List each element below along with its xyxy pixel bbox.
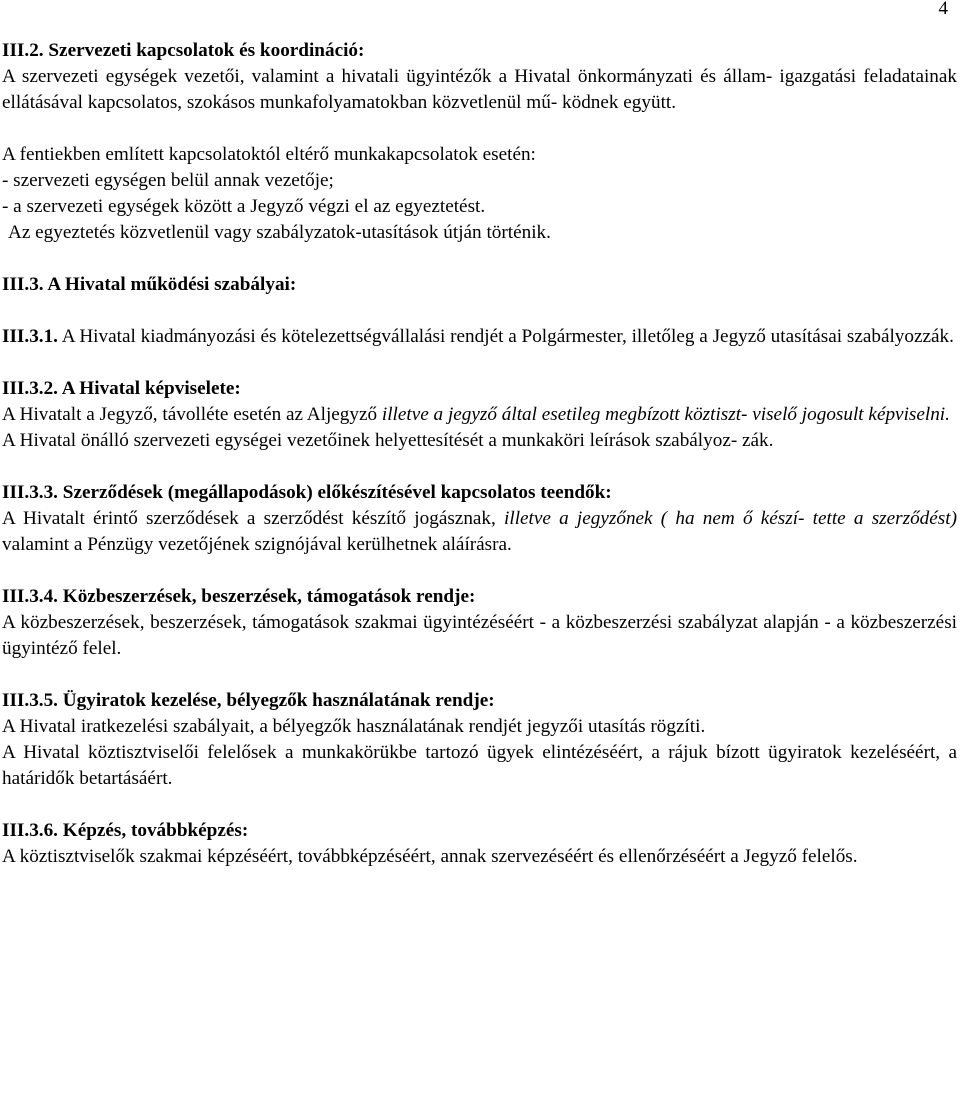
section-iii-3-1-number: III.3.1. bbox=[2, 326, 58, 347]
section-iii-3-3-text-c: valamint a Pénzügy vezetőjének szignójával kerülhetnek aláírásra. bbox=[2, 534, 512, 555]
page-number: 4 bbox=[938, 0, 948, 19]
section-iii-3-6-paragraph: A köztisztviselők szakmai képzéséért, továbbképzéséért, annak szervezéséért és ellenőrzéséért a Jegyző felelős. bbox=[2, 846, 858, 867]
section-iii-3-2-paragraph-1 bbox=[2, 402, 957, 428]
section-iii-2-list-item-2: - a szervezeti egységek között a Jegyző végzi el az egyeztetést. bbox=[2, 196, 486, 217]
section-iii-3-5-paragraph-2: A Hivatal köztisztviselői felelősek a munkakörükbe tartozó ügyek elintézéséért, a rájuk bízott ügyiratok kezeléséért, a határidők betartásáért. bbox=[2, 742, 957, 789]
section-iii-3-1-paragraph bbox=[2, 324, 957, 350]
section-iii-2-paragraph: A szervezeti egységek vezetői, valamint a hivatali ügyintézők a Hivatal önkormányzati és állam- igazgatási feladatainak ellátásával kapcsolatos, szokásos munkafolyamatokban közvetlenül mű- ködnek együtt. bbox=[2, 66, 957, 113]
section-heading-iii-3-6: III.3.6. Képzés, továbbképzés: bbox=[2, 820, 249, 841]
section-heading-iii-3-5: III.3.5. Ügyiratok kezelése, bélyegzők használatának rendje: bbox=[2, 690, 495, 711]
section-iii-3-3-text-a: A Hivatalt érintő szerződések a szerződést készítő jogásznak, bbox=[2, 508, 505, 529]
section-iii-3-2-paragraph-2: A Hivatal önálló szervezeti egységei vezetőinek helyettesítését a munkaköri leírások szabályoz- zák. bbox=[2, 430, 774, 451]
section-iii-3-3-paragraph bbox=[2, 506, 957, 558]
document-body bbox=[2, 38, 957, 870]
section-heading-iii-3-2: III.3.2. A Hivatal képviselete: bbox=[2, 378, 241, 399]
section-iii-3-3-text-b: illetve a jegyzőnek ( ha nem ő készí- tette a szerződést) bbox=[504, 508, 957, 529]
section-iii-3-2-text-b: illetve a jegyző által esetileg megbízott köztiszt- viselő jogosult képviselni. bbox=[381, 404, 950, 425]
section-iii-3-2-text-a: A Hivatalt a Jegyző, távolléte esetén az Aljegyző bbox=[2, 404, 382, 425]
section-iii-2-intro: A fentiekben említett kapcsolatoktól eltérő munkakapcsolatok esetén: bbox=[2, 144, 536, 165]
section-heading-iii-3-3: III.3.3. Szerződések (megállapodások) előkészítésével kapcsolatos teendők: bbox=[2, 482, 612, 503]
section-iii-2-list-item-1: - szervezeti egységen belül annak vezetője; bbox=[2, 170, 334, 191]
section-iii-3-5-paragraph-1: A Hivatal iratkezelési szabályait, a bélyegzők használatának rendjét jegyzői utasítás rögzíti. bbox=[2, 716, 706, 737]
section-heading-iii-3-4: III.3.4. Közbeszerzések, beszerzések, támogatások rendje: bbox=[2, 586, 476, 607]
section-iii-2-closing: Az egyeztetés közvetlenül vagy szabályzatok-utasítások útján történik. bbox=[8, 222, 551, 243]
section-iii-3-1-text: A Hivatal kiadmányozási és kötelezettségvállalási rendjét a Polgármester, illetőleg a Jegyző utasításai szabályozzák. bbox=[61, 326, 954, 347]
section-heading-iii-3: III.3. A Hivatal működési szabályai: bbox=[2, 274, 297, 295]
section-iii-3-4-paragraph: A közbeszerzések, beszerzések, támogatások szakmai ügyintézéséért - a közbeszerzési szabályzat alapján - a közbeszerzési ügyintéző felel. bbox=[2, 612, 957, 659]
section-heading-iii-2: III.2. Szervezeti kapcsolatok és koordináció: bbox=[2, 40, 365, 61]
